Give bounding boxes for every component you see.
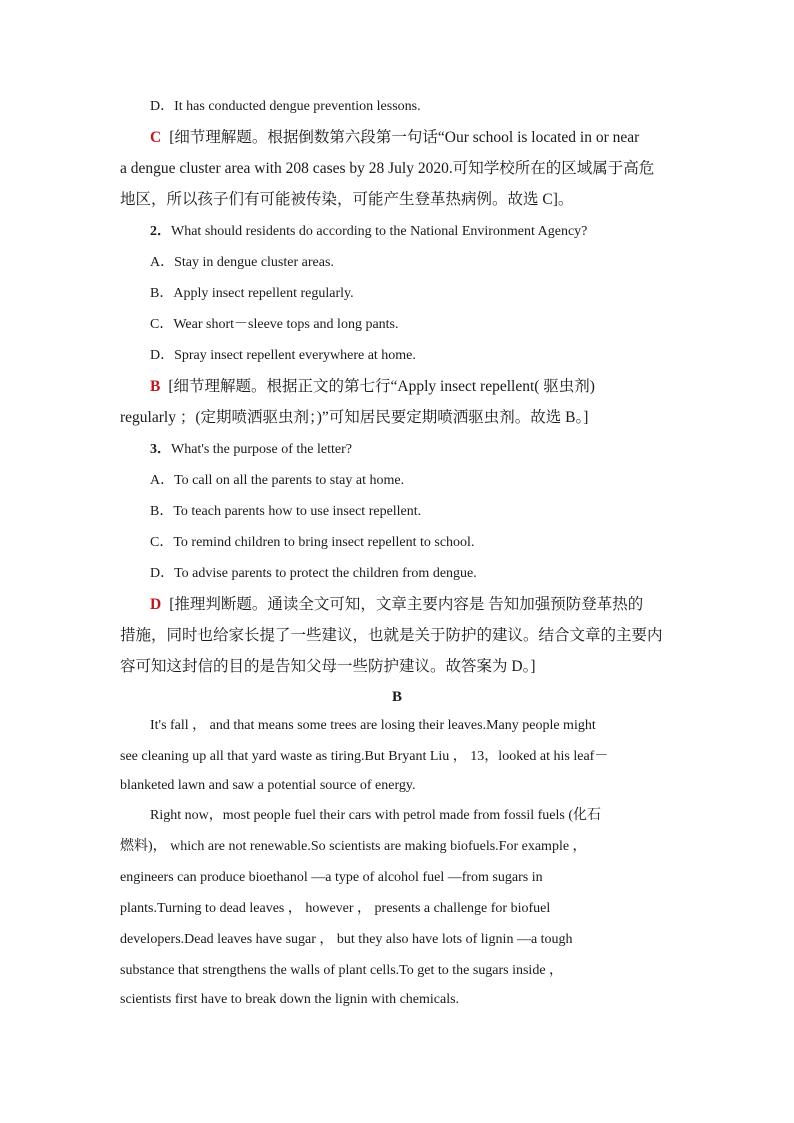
q1-option-d: D．It has conducted dengue prevention lessons. xyxy=(150,99,421,114)
passage-line-3: blanketed lawn and saw a potential source of energy. xyxy=(120,778,416,793)
section-heading: B xyxy=(391,689,402,705)
q2-option-b: B．Apply insect repellent regularly. xyxy=(150,286,354,301)
q2-answer-letter: B xyxy=(150,378,161,395)
q3-option-b: B．To teach parents how to use insect repellent. xyxy=(150,504,422,519)
passage-line-9: substance that strengthens the walls of plant cells.To get to the sugars inside ， xyxy=(120,963,564,978)
passage-line-2: see cleaning up all that yard waste as tiring.But Bryant Liu ， 13，looked at his leaf－ xyxy=(120,749,609,764)
q2-option-a: A．Stay in dengue cluster areas. xyxy=(150,255,334,270)
q3-number: 3． xyxy=(150,442,171,457)
q2-question: 2．What should residents do according to the National Environment Agency? xyxy=(150,224,588,239)
q3-option-d: D．To advise parents to protect the children from dengue. xyxy=(150,566,477,581)
q1-answer-letter: C xyxy=(150,129,162,146)
passage-line-8: developers.Dead leaves have sugar ， but they also have lots of lignin —a tough xyxy=(120,932,573,947)
q2-explanation-line-2: regularly ；(定期喷洒驱虫剂；)”可知居民要定期喷洒驱虫剂。故选 B。] xyxy=(120,409,589,426)
passage-line-4: Right now，most people fuel their cars with petrol made from fossil fuels (化石 xyxy=(150,808,602,823)
q3-explanation-line-3: 容可知这封信的目的是告知父母一些防护建议。故答案为 D。] xyxy=(120,658,536,675)
q3-explanation-line-2: 措施，同时也给家长提了一些建议，也就是关于防护的建议。结合文章的主要内 xyxy=(120,627,663,644)
q2-number: 2． xyxy=(150,224,171,239)
passage-line-6: engineers can produce bioethanol —a type of alcohol fuel —from sugars in xyxy=(120,870,543,885)
q3-option-c: C．To remind children to bring insect repellent to school. xyxy=(150,535,475,550)
q1-explanation-line-2: a dengue cluster area with 208 cases by 28 July 2020.可知学校所在的区域属于高危 xyxy=(120,160,655,177)
q1-explanation-line-1: C [细节理解题。根据倒数第六段第一句话“Our school is located in or near xyxy=(150,129,640,146)
q2-explanation-line-1: B [细节理解题。根据正文的第七行“Apply insect repellent( 驱虫剂) xyxy=(150,378,595,395)
passage-line-7: plants.Turning to dead leaves ， however ， presents a challenge for biofuel xyxy=(120,901,551,916)
q3-option-a: A．To call on all the parents to stay at home. xyxy=(150,473,405,488)
q3-explanation-line-1: D [推理判断题。通读全文可知，文章主要内容是 告知加强预防登革热的 xyxy=(150,596,644,613)
q1-explanation-line-3: 地区，所以孩子们有可能被传染，可能产生登革热病例。故选 C]。 xyxy=(120,191,574,208)
passage-line-5: 燃料)， which are not renewable.So scientists are making biofuels.For example ， xyxy=(120,839,587,854)
q2-option-d: D．Spray insect repellent everywhere at home. xyxy=(150,348,416,363)
passage-line-1: It's fall ， and that means some trees are losing their leaves.Many people might xyxy=(150,718,596,733)
q3-answer-letter: D xyxy=(150,596,162,613)
q2-option-c: C．Wear short－sleeve tops and long pants. xyxy=(150,317,399,332)
passage-line-10: scientists first have to break down the lignin with chemicals. xyxy=(120,992,460,1007)
q3-question: 3．What's the purpose of the letter? xyxy=(150,442,352,457)
